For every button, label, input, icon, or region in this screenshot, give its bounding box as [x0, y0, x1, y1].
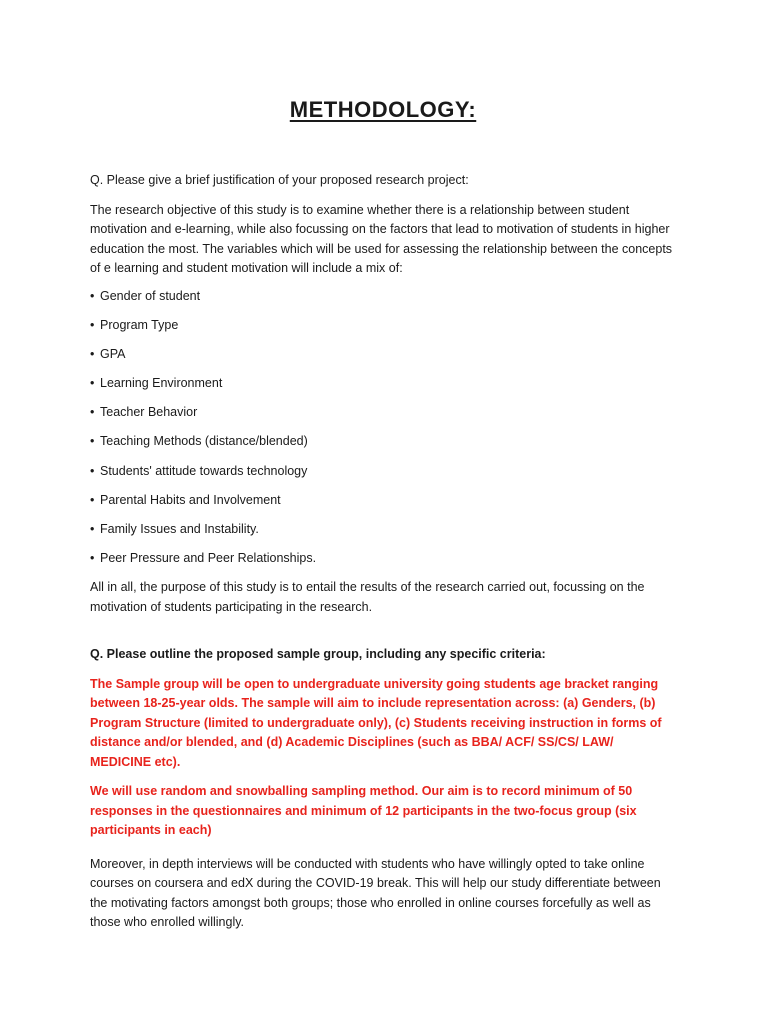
list-item	[90, 549, 676, 578]
list-item	[90, 316, 676, 345]
list-item	[90, 491, 676, 520]
list-item-text: Teaching Methods (distance/blended)	[100, 434, 308, 449]
bullet-marker: •	[90, 551, 95, 566]
sample-group-paragraph: The Sample group will be open to undergraduate university going students age bracket ranging between 18-25-year olds. The sample will aim to include representation across: (a) Genders, (b) Program Structure (limited to undergraduate only), (c) Students receiving instruction in forms of distance and/or blended, and (d) Academic Disciplines (such as BBA/ ACF/ SS/CS/ LAW/ MEDICINE etc).	[90, 676, 662, 769]
question-sample-group: Q. Please outline the proposed sample group, including any specific criteria:	[90, 647, 546, 662]
list-item-text: Teacher Behavior	[100, 405, 198, 420]
bullet-marker: •	[90, 288, 95, 303]
bullet-marker: •	[90, 463, 95, 478]
list-item-text: Program Type	[100, 317, 179, 332]
list-item	[90, 520, 676, 549]
question-justification: Q. Please give a brief justification of your proposed research project:	[90, 173, 469, 187]
bullet-marker: •	[90, 346, 95, 361]
bullet-marker: •	[90, 376, 95, 391]
bullet-marker: •	[90, 522, 95, 536]
sampling-method-paragraph: We will use random and snowballing sampling method. Our aim is to record minimum of 50 responses in the questionnaires and minimum of 12 participants in the two-focus group (six participants in each)	[90, 784, 637, 838]
list-item	[90, 287, 676, 316]
list-item-text: Gender of student	[100, 288, 201, 303]
list-item	[90, 432, 676, 461]
list-item-text: Parental Habits and Involvement	[100, 492, 281, 507]
variables-list	[90, 287, 676, 579]
page-title: METHODOLOGY:	[289, 97, 477, 122]
bullet-marker: •	[90, 492, 95, 507]
list-item-text: GPA	[100, 346, 126, 361]
list-item-text: Learning Environment	[100, 376, 223, 391]
list-item	[90, 374, 676, 403]
list-item-text: Family Issues and Instability.	[100, 522, 259, 536]
bullet-marker: •	[90, 405, 95, 420]
list-item	[90, 345, 676, 374]
purpose-paragraph: All in all, the purpose of this study is to entail the results of the research carried out, focussing on the motivation of students participating in the research.	[90, 580, 645, 614]
list-item	[90, 462, 676, 491]
bullet-marker: •	[90, 434, 95, 449]
list-item-text: Peer Pressure and Peer Relationships.	[100, 551, 317, 566]
research-objective-paragraph: The research objective of this study is to examine whether there is a relationship between student motivation and e-learning, while also focussing on the factors that lead to motivation of students in higher education the most. The variables which will be used for assessing the relationship between the concepts of e learning and student motivation will include a mix of:	[90, 202, 673, 275]
list-item	[90, 403, 676, 432]
list-item-text: Students' attitude towards technology	[100, 463, 308, 478]
interviews-paragraph: Moreover, in depth interviews will be conducted with students who have willingly opted to take online courses on coursera and edX during the COVID-19 break. This will help our study differentiate between the motivating factors amongst both groups; those who enrolled in online courses forcefully as well as those who enrolled willingly.	[90, 856, 661, 930]
bullet-marker: •	[90, 317, 95, 332]
